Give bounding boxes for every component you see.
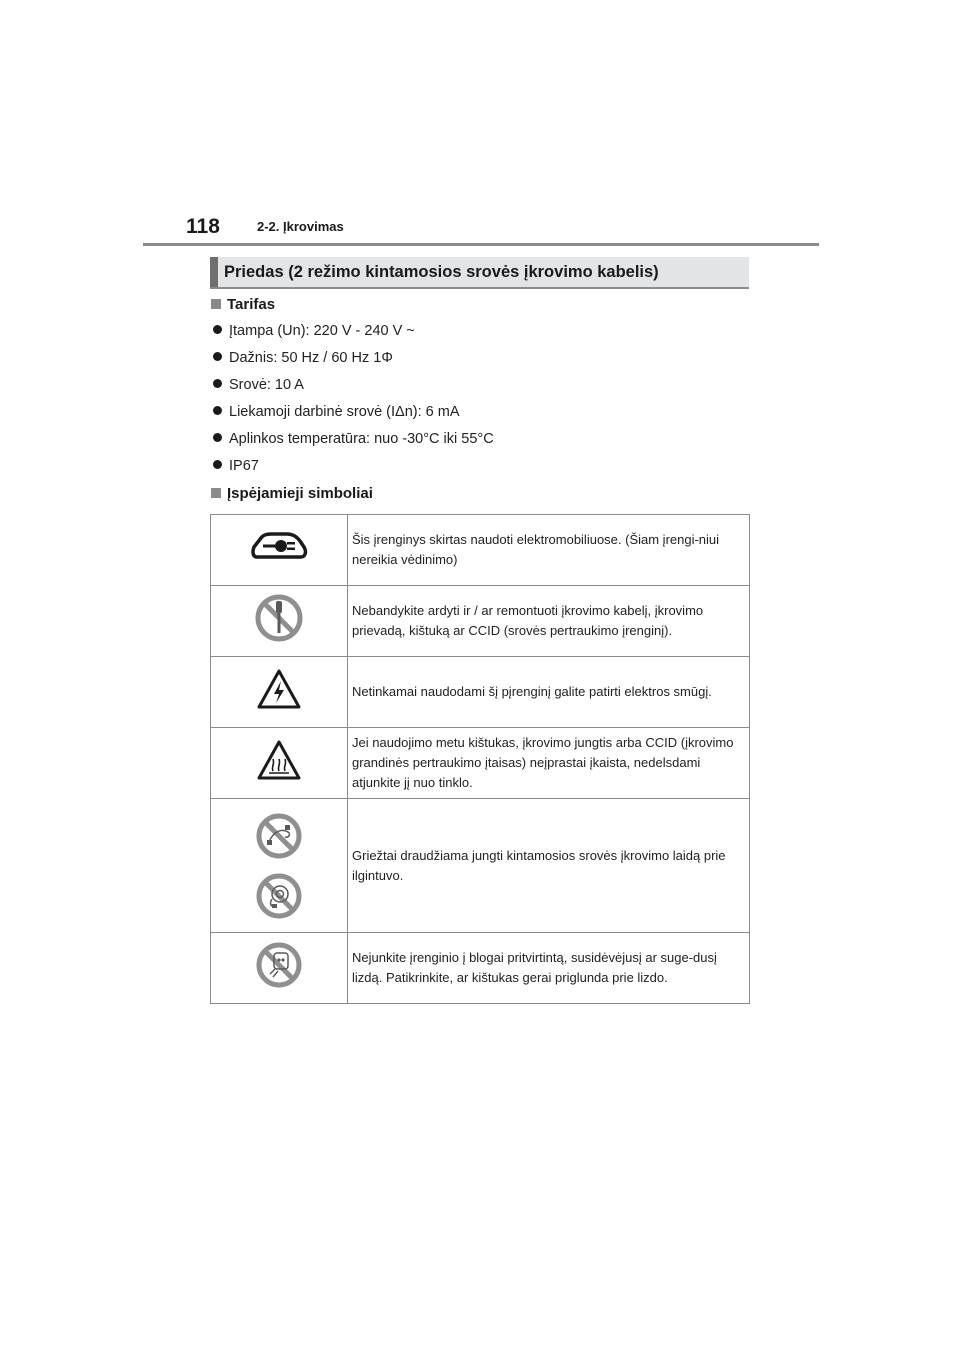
table-row (211, 586, 750, 657)
warning-text: Nebandykite ardyti ir / ar remontuoti įkrovimo kabelį, įkrovimo prievadą, kištuką ar CCID (srovės pertraukimo įrenginį). (348, 586, 750, 657)
square-bullet-icon (211, 488, 221, 498)
table-row (211, 933, 750, 1004)
icon-cell (211, 799, 348, 933)
bullet-icon (213, 433, 222, 442)
list-item-text: Dažnis: 50 Hz / 60 Hz 1Φ (229, 350, 393, 366)
list-item (213, 431, 494, 458)
list-item-text: IP67 (229, 458, 259, 474)
no-disassembly-icon (254, 593, 304, 643)
list-item-text: Srovė: 10 A (229, 377, 304, 393)
list-item-text: Liekamoji darbinė srovė (IΔn): 6 mA (229, 404, 460, 420)
bullet-icon (213, 460, 222, 469)
list-item (213, 377, 494, 404)
no-damaged-outlet-icon (255, 941, 303, 989)
list-item-text: Aplinkos temperatūra: nuo -30°C iki 55°C (229, 431, 494, 447)
table-row (211, 728, 750, 799)
list-item-text: Įtampa (Un): 220 V - 240 V ~ (229, 323, 415, 339)
rating-list (213, 323, 494, 485)
warning-text: Nejunkite įrenginio į blogai pritvirtintą, susidėvėjusį ar suge-dusį lizdą. Patikrinkite, ar kištukas gerai priglunda prie lizdo. (348, 933, 750, 1004)
bullet-icon (213, 325, 222, 334)
page-number: 118 (186, 215, 220, 238)
no-extension-cord-icon (255, 812, 303, 860)
electric-shock-warning-icon (256, 668, 302, 710)
icon-cell (211, 657, 348, 728)
icon-cell (211, 515, 348, 586)
table-row (211, 515, 750, 586)
list-item (213, 404, 494, 431)
rating-heading (211, 296, 275, 313)
section-label: 2-2. Įkrovimas (257, 219, 344, 234)
no-cable-reel-icon (255, 872, 303, 920)
header-rule (143, 243, 819, 246)
icon-cell (211, 728, 348, 799)
table-row (211, 657, 750, 728)
bullet-icon (213, 406, 222, 415)
table-row (211, 799, 750, 933)
bullet-icon (213, 352, 222, 361)
square-bullet-icon (211, 299, 221, 309)
icon-cell (211, 933, 348, 1004)
title-bar (210, 257, 749, 289)
warning-symbols-table (210, 514, 750, 1004)
electric-vehicle-plug-icon (249, 530, 309, 564)
warning-text: Jei naudojimo metu kištukas, įkrovimo jungtis arba CCID (įkrovimo grandinės pertraukimo įtaisas) neįprastai įkaista, nedelsdami atjunkite jį nuo tinklo. (348, 728, 750, 799)
list-item (213, 323, 494, 350)
bullet-icon (213, 379, 222, 388)
warning-text: Netinkamai naudodami šį pįrenginį galite patirti elektros smūgį. (348, 657, 750, 728)
warnings-heading-text: Įspėjamieji simboliai (227, 485, 373, 502)
warnings-heading (211, 485, 373, 502)
warning-text: Griežtai draudžiama jungti kintamosios srovės įkrovimo laidą prie ilgintuvo. (348, 799, 750, 933)
rating-heading-text: Tarifas (227, 296, 276, 313)
hot-surface-warning-icon (256, 739, 302, 781)
list-item (213, 350, 494, 377)
icon-cell (211, 586, 348, 657)
list-item (213, 458, 494, 485)
warning-text: Šis įrenginys skirtas naudoti elektromobiliuose. (Šiam įrengi-niui nereikia vėdinimo) (348, 515, 750, 586)
page-title: Priedas (2 režimo kintamosios srovės įkrovimo kabelis) (224, 263, 659, 281)
